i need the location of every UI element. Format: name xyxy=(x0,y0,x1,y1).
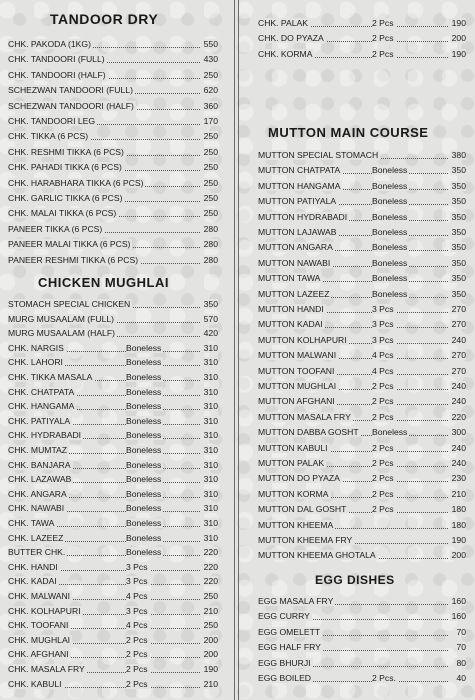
menu-item-price: 170 xyxy=(203,116,218,126)
section-title-chicken-mughlai: CHICKEN MUGHLAI xyxy=(38,275,169,290)
menu-item-note: Boneless xyxy=(372,165,408,176)
menu-item-name: PANEER MALAI TIKKA (6 PCS) xyxy=(8,239,131,250)
menu-item xyxy=(8,414,218,429)
menu-item-name: CHK. TIKKA (6 PCS) xyxy=(8,131,89,142)
menu-item xyxy=(258,425,466,440)
menu-item-price: 310 xyxy=(203,342,218,353)
menu-item-name: CHK. GARLIC TIKKA (6 PCS) xyxy=(8,193,123,203)
menu-item-price: 310 xyxy=(203,372,218,382)
menu-item xyxy=(8,385,218,400)
menu-item xyxy=(8,633,218,648)
menu-item-note: Boneless xyxy=(126,532,162,543)
menu-item xyxy=(8,83,218,98)
menu-item-price: 40 xyxy=(456,673,466,683)
menu-item-note: Boneless xyxy=(126,459,162,470)
menu-item xyxy=(8,662,218,677)
menu-item-name: MUTTON NAWABI xyxy=(258,257,331,268)
menu-item xyxy=(8,297,218,312)
menu-item-price: 230 xyxy=(451,473,466,484)
menu-item-note: Boneless xyxy=(126,372,162,382)
menu-item-note: 2 Pcs xyxy=(372,411,394,422)
menu-item-note: Boneless xyxy=(126,386,162,397)
menu-item-note: Boneless xyxy=(372,180,408,191)
menu-item-name: EGG OMELETT xyxy=(258,626,321,637)
menu-item xyxy=(258,594,466,609)
menu-item-name: MUTTON KHEEMA GHOTALA xyxy=(258,550,376,561)
menu-item-name: EGG CURRY xyxy=(258,611,310,622)
menu-item-note: Boneless xyxy=(126,357,162,368)
menu-item-price: 200 xyxy=(451,550,466,561)
menu-item xyxy=(8,370,218,385)
menu-item-price: 280 xyxy=(203,239,218,250)
menu-item xyxy=(8,176,218,191)
menu-item-note: Boneless xyxy=(126,401,162,412)
menu-item xyxy=(8,222,218,237)
menu-item-name: CHK. PALAK xyxy=(258,18,308,28)
menu-item xyxy=(8,443,218,458)
menu-item-price: 360 xyxy=(203,100,218,111)
menu-item-price: 350 xyxy=(451,227,466,237)
menu-item-note: Boneless xyxy=(372,288,408,299)
menu-item xyxy=(258,317,466,332)
menu-item xyxy=(258,379,466,394)
menu-item xyxy=(258,271,466,286)
menu-item-price: 310 xyxy=(203,532,218,543)
menu-item-note: 2 Pcs xyxy=(372,473,394,484)
menu-item-name: MUTTON KORMA xyxy=(258,488,329,499)
menu-item-name: CHK. KABULI xyxy=(8,678,62,689)
menu-item xyxy=(8,37,218,52)
menu-item-price: 310 xyxy=(203,386,218,397)
menu-item-price: 270 xyxy=(451,304,466,314)
menu-item-name: MURG MUSAALAM (FULL) xyxy=(8,313,114,324)
menu-item xyxy=(8,487,218,502)
menu-item-price: 220 xyxy=(451,411,466,422)
menu-item-price: 220 xyxy=(203,547,218,558)
menu-item-name: EGG BOILED xyxy=(258,673,312,683)
menu-item-note: Boneless xyxy=(372,427,408,438)
menu-item xyxy=(258,256,466,271)
menu-item xyxy=(258,287,466,302)
menu-item-name: MUTTON MUGHLAI xyxy=(258,381,337,391)
menu-item-price: 200 xyxy=(203,634,218,645)
menu-item-price: 220 xyxy=(203,561,218,572)
menu-item xyxy=(8,574,218,589)
menu-item-name: MUTTON PATIYALA xyxy=(258,196,337,207)
menu-item-name: CHK. BANJARA xyxy=(8,459,71,470)
menu-item xyxy=(258,47,466,62)
menu-item-name: CHK. PAKODA (1KG) xyxy=(8,39,91,49)
menu-item-price: 250 xyxy=(203,177,218,188)
menu-item-note: 2 Pcs xyxy=(126,649,148,660)
menu-item xyxy=(8,355,218,370)
menu-item-price: 310 xyxy=(203,401,218,412)
menu-item-price: 70 xyxy=(456,642,466,653)
menu-item xyxy=(258,656,466,671)
menu-item-name: MUTTON DAL GOSHT xyxy=(258,504,347,515)
menu-item xyxy=(8,129,218,144)
menu-item-price: 350 xyxy=(203,299,218,309)
menu-item-name: CHK. TAWA xyxy=(8,518,55,528)
menu-item-price: 380 xyxy=(451,150,466,160)
menu-item-price: 160 xyxy=(451,596,466,606)
menu-item-price: 240 xyxy=(451,381,466,391)
menu-item xyxy=(258,671,466,686)
menu-item-name: MUTTON KADAI xyxy=(258,319,323,330)
menu-item xyxy=(8,516,218,531)
menu-item-note: Boneless xyxy=(126,430,162,441)
menu-item-name: MURG MUSAALAM (HALF) xyxy=(8,328,115,339)
menu-item xyxy=(8,206,218,221)
menu-item-price: 240 xyxy=(451,396,466,407)
menu-item-note: 2 Pcs xyxy=(126,678,148,689)
menu-item xyxy=(258,640,466,655)
menu-item xyxy=(258,16,466,31)
menu-item-price: 250 xyxy=(203,591,218,601)
menu-item-price: 280 xyxy=(203,254,218,265)
menu-item-note: 2 Pcs xyxy=(372,442,394,453)
menu-item xyxy=(258,487,466,502)
menu-item-price: 180 xyxy=(451,519,466,530)
menu-item xyxy=(258,394,466,409)
menu-item-name: EGG HALF FRY xyxy=(258,642,321,653)
menu-item xyxy=(8,52,218,67)
menu-item-note: 2 Pcs xyxy=(372,381,394,391)
menu-item-price: 250 xyxy=(203,146,218,157)
menu-item-price: 270 xyxy=(451,365,466,376)
menu-item-note: Boneless xyxy=(126,518,162,528)
menu-item xyxy=(258,609,466,624)
menu-item-price: 250 xyxy=(203,69,218,80)
menu-item-price: 270 xyxy=(451,319,466,330)
menu-item-price: 310 xyxy=(203,488,218,499)
menu-item-name: MUTTON ANGARA xyxy=(258,242,333,253)
menu-item-name: CHK. ANGARA xyxy=(8,488,67,499)
menu-item-name: CHK. HARABHARA TIKKA (6 PCS) xyxy=(8,177,144,188)
menu-item xyxy=(8,618,218,633)
menu-item-name: EGG BHURJI xyxy=(258,657,311,668)
menu-item-note: 4 Pcs xyxy=(372,365,394,376)
menu-item-note: 3 Pcs xyxy=(126,576,148,587)
menu-item-price: 160 xyxy=(451,611,466,622)
menu-item-name: CHK. MUMTAZ xyxy=(8,445,68,455)
menu-item-name: MUTTON LAZEEZ xyxy=(258,288,330,299)
menu-item-price: 70 xyxy=(456,626,466,637)
menu-item-name: CHK. TANDOORI LEG xyxy=(8,116,96,126)
menu-item-price: 310 xyxy=(203,459,218,470)
menu-item xyxy=(8,501,218,516)
menu-item-note: 4 Pcs xyxy=(126,591,148,601)
menu-item-note: 2 Pcs xyxy=(372,48,394,59)
menu-item-name: CHK. DO PYAZA xyxy=(258,33,324,44)
menu-item xyxy=(8,68,218,83)
menu-item xyxy=(8,114,218,129)
menu-item xyxy=(258,456,466,471)
menu-item-price: 280 xyxy=(203,223,218,234)
menu-item-name: CHK. KOLHAPURI xyxy=(8,605,81,616)
menu-item-name: CHK. TOOFANI xyxy=(8,620,69,631)
menu-item-name: MUTTON LAJAWAB xyxy=(258,227,337,237)
menu-item-price: 310 xyxy=(203,415,218,426)
menu-item-price: 350 xyxy=(451,196,466,207)
menu-item-name: MUTTON HYDRABADI xyxy=(258,211,348,222)
menu-item xyxy=(258,179,466,194)
menu-item-note: Boneless xyxy=(372,242,408,253)
menu-item-price: 310 xyxy=(203,518,218,528)
menu-item-price: 250 xyxy=(203,131,218,142)
menu-item xyxy=(258,533,466,548)
menu-item-price: 250 xyxy=(203,193,218,203)
menu-item-note: 3 Pcs xyxy=(372,304,394,314)
menu-item-price: 80 xyxy=(456,657,466,668)
menu-item-name: MUTTON KHEEMA xyxy=(258,519,334,530)
menu-item-price: 190 xyxy=(451,48,466,59)
menu-item-price: 240 xyxy=(451,442,466,453)
menu-item xyxy=(8,145,218,160)
menu-item xyxy=(258,194,466,209)
menu-item-price: 350 xyxy=(451,242,466,253)
menu-item xyxy=(8,253,218,268)
menu-item-name: CHK. KADAI xyxy=(8,576,57,587)
menu-item-name: CHK. TANDOORI (HALF) xyxy=(8,69,106,80)
menu-item xyxy=(8,472,218,487)
menu-item xyxy=(258,502,466,517)
menu-item-name: MUTTON TOOFANI xyxy=(258,365,335,376)
menu-item-price: 180 xyxy=(451,504,466,515)
menu-item-note: 2 Pcs xyxy=(372,396,394,407)
menu-item-name: CHK. HYDRABADI xyxy=(8,430,82,441)
menu-item-price: 550 xyxy=(203,39,218,49)
menu-item-price: 420 xyxy=(203,328,218,339)
menu-item-name: CHK. HANGAMA xyxy=(8,401,75,412)
menu-item-note: Boneless xyxy=(372,211,408,222)
menu-item-name: MUTTON TAWA xyxy=(258,273,321,284)
menu-item-price: 240 xyxy=(451,334,466,345)
menu-item xyxy=(258,31,466,46)
column-divider xyxy=(234,0,239,700)
menu-item xyxy=(8,458,218,473)
section-title-egg-dishes: EGG DISHES xyxy=(315,573,395,587)
menu-item-name: PANEER RESHMI TIKKA (6 PCS) xyxy=(8,254,139,265)
menu-item-name: CHK. PATIYALA xyxy=(8,415,71,426)
menu-item-note: 2 Pcs xyxy=(372,33,394,44)
menu-item-price: 570 xyxy=(203,313,218,324)
menu-item-note: Boneless xyxy=(126,445,162,455)
menu-item-name: CHK. LAZAWAB xyxy=(8,474,72,485)
menu-item-note: Boneless xyxy=(126,488,162,499)
menu-item-price: 310 xyxy=(203,357,218,368)
menu-item-note: Boneless xyxy=(126,415,162,426)
menu-item-price: 200 xyxy=(451,33,466,44)
menu-item-price: 310 xyxy=(203,445,218,455)
menu-item-name: MUTTON KHEEMA FRY xyxy=(258,535,353,545)
menu-item-name: EGG MASALA FRY xyxy=(258,596,334,606)
menu-item-name: PANEER TIKKA (6 PCS) xyxy=(8,223,103,234)
menu-item-name: MUTTON DABBA GOSHT xyxy=(258,427,359,438)
menu-item-name: MUTTON MALWANI xyxy=(258,350,337,361)
menu-item xyxy=(8,191,218,206)
menu-item-price: 620 xyxy=(203,85,218,96)
menu-item-price: 190 xyxy=(451,535,466,545)
menu-item-name: CHK. AFGHANI xyxy=(8,649,69,660)
menu-item-name: MUTTON HANDI xyxy=(258,304,324,314)
menu-item-name: CHK. TANDOORI (FULL) xyxy=(8,54,105,65)
menu-item xyxy=(8,560,218,575)
menu-item-note: Boneless xyxy=(126,342,162,353)
menu-item-note: 3 Pcs xyxy=(126,561,148,572)
menu-item-price: 250 xyxy=(203,620,218,631)
menu-item-note: Boneless xyxy=(126,503,162,514)
menu-item xyxy=(258,410,466,425)
menu-item-name: CHK. LAZEEZ xyxy=(8,532,64,543)
menu-item-price: 220 xyxy=(203,576,218,587)
menu-item xyxy=(258,240,466,255)
menu-item xyxy=(8,647,218,662)
menu-item-note: Boneless xyxy=(372,273,408,284)
menu-item-name: CHK. PAHADI TIKKA (6 PCS) xyxy=(8,162,122,173)
menu-item-name: MUTTON MASALA FRY xyxy=(258,411,351,422)
menu-item xyxy=(8,428,218,443)
menu-item-name: MUTTON AFGHANI xyxy=(258,396,335,407)
menu-item-name: STOMACH SPECIAL CHICKEN xyxy=(8,299,131,309)
menu-item-note: 2 Pcs. xyxy=(372,673,396,683)
menu-item-note: 2 Pcs xyxy=(126,634,148,645)
menu-item-note: 4 Pcs xyxy=(372,350,394,361)
menu-item-note: Boneless xyxy=(372,257,408,268)
menu-item-price: 350 xyxy=(451,288,466,299)
menu-item xyxy=(258,302,466,317)
menu-item-price: 210 xyxy=(203,678,218,689)
menu-item-note: 3 Pcs xyxy=(372,319,394,330)
menu-item-note: Boneless xyxy=(126,547,162,558)
menu-item xyxy=(258,518,466,533)
menu-item-name: MUTTON CHATPATA xyxy=(258,165,341,176)
menu-item xyxy=(258,163,466,178)
menu-item-note: 2 Pcs xyxy=(372,18,394,28)
menu-item xyxy=(8,677,218,692)
menu-item xyxy=(8,399,218,414)
menu-item xyxy=(8,99,218,114)
menu-item-name: MUTTON PALAK xyxy=(258,458,325,468)
menu-item xyxy=(8,531,218,546)
menu-item xyxy=(258,333,466,348)
menu-item-price: 190 xyxy=(203,664,218,674)
menu-item-note: 4 Pcs xyxy=(126,620,148,631)
menu-item-name: CHK. MASALA FRY xyxy=(8,664,85,674)
menu-item-note: 3 Pcs xyxy=(372,334,394,345)
menu-item-price: 430 xyxy=(203,54,218,65)
menu-item-note: 2 Pcs xyxy=(372,504,394,515)
menu-item-note: 2 Pcs xyxy=(372,488,394,499)
menu-item-note: Boneless xyxy=(372,196,408,207)
menu-item-price: 200 xyxy=(203,649,218,660)
menu-item-price: 350 xyxy=(451,165,466,176)
menu-item-price: 310 xyxy=(203,430,218,441)
menu-item-name: CHK. MALWANI xyxy=(8,591,71,601)
menu-item-note: Boneless xyxy=(372,227,408,237)
menu-item xyxy=(258,364,466,379)
menu-item-name: SCHEZWAN TANDOORI (HALF) xyxy=(8,100,134,111)
menu-item xyxy=(258,548,466,563)
menu-item xyxy=(8,604,218,619)
menu-item-price: 300 xyxy=(451,427,466,438)
menu-item-name: SCHEZWAN TANDOORI (FULL) xyxy=(8,85,133,96)
menu-item-price: 250 xyxy=(203,162,218,173)
menu-item-name: MUTTON DO PYAZA xyxy=(258,473,340,484)
menu-item-price: 350 xyxy=(451,257,466,268)
menu-item xyxy=(258,471,466,486)
menu-item-name: MUTTON SPECIAL STOMACH xyxy=(258,150,379,160)
menu-item xyxy=(8,589,218,604)
menu-item-price: 310 xyxy=(203,503,218,514)
menu-item xyxy=(258,625,466,640)
menu-item-name: CHK. NARGIS xyxy=(8,342,64,353)
menu-item xyxy=(258,148,466,163)
menu-item-name: MUTTON HANGAMA xyxy=(258,180,341,191)
menu-item xyxy=(8,160,218,175)
menu-item-note: Boneless xyxy=(126,474,162,485)
menu-item-name: CHK. TIKKA MASALA xyxy=(8,372,93,382)
menu-item-note: 3 Pcs xyxy=(126,605,148,616)
menu-item-name: MUTTON KOLHAPURI xyxy=(258,334,347,345)
menu-item xyxy=(258,441,466,456)
menu-item-name: CHK. NAWABI xyxy=(8,503,65,514)
menu-item-price: 240 xyxy=(451,458,466,468)
menu-item-price: 270 xyxy=(451,350,466,361)
menu-item-price: 310 xyxy=(203,474,218,485)
menu-item xyxy=(258,210,466,225)
menu-item-name: MUTTON KABULI xyxy=(258,442,328,453)
menu-item-note: 2 Pcs xyxy=(126,664,148,674)
menu-item xyxy=(8,341,218,356)
menu-item-price: 210 xyxy=(203,605,218,616)
menu-item-price: 190 xyxy=(451,18,466,28)
menu-item xyxy=(8,312,218,327)
menu-item-name: CHK. MUGHLAI xyxy=(8,634,71,645)
section-title-tandoor-dry: TANDOOR DRY xyxy=(50,11,159,27)
menu-item-name: BUTTER CHK. xyxy=(8,547,66,558)
menu-item-note: 2 Pcs xyxy=(372,458,394,468)
menu-item-price: 350 xyxy=(451,211,466,222)
menu-item-name: CHK. RESHMI TIKKA (6 PCS) xyxy=(8,146,124,157)
menu-item xyxy=(8,545,218,560)
menu-item-name: CHK. CHATPATA xyxy=(8,386,75,397)
menu-item-name: CHK. LAHORI xyxy=(8,357,63,368)
menu-item xyxy=(8,237,218,252)
menu-item xyxy=(8,326,218,341)
menu-item-price: 350 xyxy=(451,273,466,284)
menu-item-name: CHK. KORMA xyxy=(258,48,313,59)
menu-item-price: 210 xyxy=(451,488,466,499)
section-title-mutton-main-course: MUTTON MAIN COURSE xyxy=(268,125,429,140)
menu-item-price: 250 xyxy=(203,208,218,219)
menu-item-name: CHK. HANDI xyxy=(8,561,58,572)
menu-item-name: CHK. MALAI TIKKA (6 PCS) xyxy=(8,208,117,219)
menu-item xyxy=(258,225,466,240)
menu-item xyxy=(258,348,466,363)
menu-item-price: 350 xyxy=(451,180,466,191)
